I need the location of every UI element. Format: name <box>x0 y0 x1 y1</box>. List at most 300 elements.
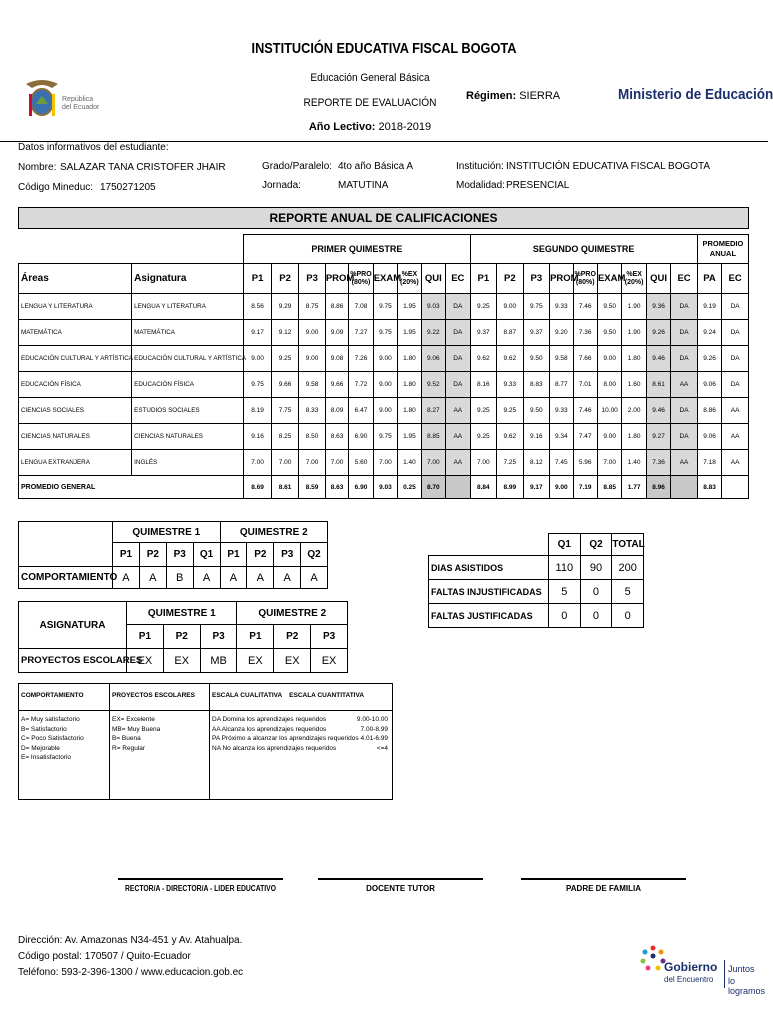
behavior-column-header: P1 <box>113 543 140 567</box>
grade-column-header: %PRO (80%) <box>349 264 373 294</box>
grade-cell: AA <box>722 398 749 424</box>
grade-cell: DA <box>671 320 698 346</box>
grade-cell: 1.60 <box>622 372 646 398</box>
grade-column-header: P2 <box>271 264 299 294</box>
mode-value: PRESENCIAL <box>506 180 570 191</box>
grade-cell: 9.37 <box>470 320 497 346</box>
attendance-header-row <box>429 534 644 556</box>
grade-cell: 9.75 <box>373 294 397 320</box>
grade-cell: 9.50 <box>597 294 621 320</box>
grade-cell: 9.24 <box>697 320 721 346</box>
attendance-column-header: Q2 <box>580 534 612 556</box>
total-cell <box>671 476 698 499</box>
grade-column-header: P1 <box>470 264 497 294</box>
grade-column-header: EC <box>446 264 471 294</box>
area-cell: CIENCIAS NATURALES <box>19 424 132 450</box>
year-value: 2018-2019 <box>378 121 432 133</box>
subject-cell: ESTUDIOS SOCIALES <box>132 398 244 424</box>
grade-cell: DA <box>671 398 698 424</box>
grade-cell: DA <box>722 320 749 346</box>
grade-column-header: %EX (20%) <box>622 264 646 294</box>
grade-cell: 9.00 <box>373 346 397 372</box>
grade-cell: 8.77 <box>550 372 573 398</box>
gobierno-burst-icon <box>640 944 666 984</box>
grade-cell: 9.58 <box>550 346 573 372</box>
total-cell: 8.61 <box>271 476 299 499</box>
grade-cell: 9.00 <box>497 294 524 320</box>
grade-column-header: P1 <box>244 264 272 294</box>
grade-cell: AA <box>722 450 749 476</box>
subject-cell: MATEMÁTICA <box>132 320 244 346</box>
signature-line-tutor <box>318 878 483 880</box>
grade-cell: 7.27 <box>349 320 373 346</box>
grade-cell: 9.66 <box>325 372 348 398</box>
area-cell: EDUCACIÓN CULTURAL Y ARTÍSTICA <box>19 346 132 372</box>
grade-cell: AA <box>446 424 471 450</box>
signature-label-rector: RECTOR/A - DIRECTOR/A - LIDER EDUCATIVO <box>124 884 276 893</box>
grade-row <box>19 372 749 398</box>
attendance-value: 0 <box>580 604 612 628</box>
grade-cell: 1.40 <box>622 450 646 476</box>
behavior-table <box>18 521 328 589</box>
areas-column-header: Áreas <box>19 264 132 294</box>
annual-header: PROMEDIO ANUAL <box>697 235 748 264</box>
legend-behavior-item: A= Muy satisfactorio <box>21 716 80 723</box>
behavior-q1-header: QUIMESTRE 1 <box>113 522 221 543</box>
grade-cell: 7.01 <box>573 372 597 398</box>
grade-cell: 7.00 <box>373 450 397 476</box>
grade-cell: AA <box>446 398 471 424</box>
grade-cell: 7.00 <box>421 450 445 476</box>
republic-line1: República <box>62 96 94 103</box>
grade-cell: 8.61 <box>646 372 670 398</box>
grade-row <box>19 346 749 372</box>
legend-scale-quantitative: 7.00-8.99 <box>360 725 388 733</box>
area-cell: LENGUA EXTRANJERA <box>19 450 132 476</box>
projects-column-header: P3 <box>200 625 237 649</box>
projects-value: EX <box>237 649 274 673</box>
grade-cell: 7.47 <box>573 424 597 450</box>
grade-cell: 7.46 <box>573 294 597 320</box>
legend-scale-qualitative: DA Domina los aprendizajes requeridos <box>212 716 327 723</box>
legend-projects-item: MB= Muy Buena <box>112 725 161 733</box>
total-cell: 9.17 <box>523 476 550 499</box>
grade-cell: 7.00 <box>470 450 497 476</box>
institution-value: INSTITUCIÓN EDUCATIVA FISCAL BOGOTA <box>506 161 711 172</box>
grade-cell: 9.03 <box>421 294 445 320</box>
grade-cell: 8.86 <box>697 398 721 424</box>
projects-header-row-1 <box>19 602 348 625</box>
behavior-column-header: Q2 <box>301 543 328 567</box>
grade-cell: DA <box>446 372 471 398</box>
grade-cell: 9.46 <box>646 398 670 424</box>
grade-cell: 7.72 <box>349 372 373 398</box>
grade-cell: 10.00 <box>597 398 621 424</box>
behavior-column-header: P2 <box>139 543 166 567</box>
total-cell: 8.59 <box>299 476 326 499</box>
grade-cell: 9.00 <box>373 372 397 398</box>
grade-cell: 9.06 <box>421 346 445 372</box>
name-label: Nombre: <box>18 162 57 173</box>
projects-q2-header: QUIMESTRE 2 <box>237 602 348 625</box>
grade-row <box>19 294 749 320</box>
grade-cell: 8.00 <box>597 372 621 398</box>
grade-cell: AA <box>671 450 698 476</box>
grade-cell: 9.75 <box>523 294 550 320</box>
projects-value: MB <box>200 649 237 673</box>
grade-row <box>19 398 749 424</box>
grade-cell: 9.62 <box>497 346 524 372</box>
grade-cell: 7.75 <box>271 398 299 424</box>
grade-column-header: PA <box>697 264 721 294</box>
legend-scale-item <box>212 715 390 725</box>
grade-cell: 9.33 <box>550 294 573 320</box>
behavior-value: A <box>274 567 301 589</box>
subject-cell: INGLÉS <box>132 450 244 476</box>
grade-column-header: EC <box>671 264 698 294</box>
grade-cell: 8.33 <box>299 398 326 424</box>
grade-cell: 9.33 <box>550 398 573 424</box>
subject-cell: CIENCIAS NATURALES <box>132 424 244 450</box>
total-cell: 8.83 <box>697 476 721 499</box>
program-label: Educación General Básica <box>310 72 430 84</box>
grade-cell: 8.85 <box>421 424 445 450</box>
legend-behavior-item: C= Poco Satisfactorio <box>21 735 84 742</box>
footer-postal: Código postal: 170507 / Quito-Ecuador <box>18 951 191 962</box>
grade-cell: 9.00 <box>299 346 326 372</box>
grade-cell: 6.47 <box>349 398 373 424</box>
signature-line-parent <box>521 878 686 880</box>
grades-header-row-1 <box>19 235 749 264</box>
year-label: Año Lectivo: <box>308 121 376 133</box>
grade-cell: 1.80 <box>398 346 421 372</box>
grade-column-header: QUI <box>421 264 445 294</box>
projects-subject-header: ASIGNATURA <box>19 602 127 649</box>
grade-cell: 1.90 <box>622 294 646 320</box>
grade-cell: 9.50 <box>523 346 550 372</box>
grade-cell: 9.00 <box>373 398 397 424</box>
grade-column-header: P2 <box>497 264 524 294</box>
grade-cell: 9.66 <box>271 372 299 398</box>
attendance-value: 5 <box>612 580 644 604</box>
attendance-value: 0 <box>612 604 644 628</box>
grade-cell: 9.20 <box>550 320 573 346</box>
legend-scale-quantitative: 9.00-10.00 <box>356 716 388 723</box>
grade-cell: 9.27 <box>646 424 670 450</box>
grade-cell: 7.00 <box>244 450 272 476</box>
behavior-column-header: P3 <box>166 543 193 567</box>
total-cell: 1.77 <box>622 476 646 499</box>
grade-cell: 7.00 <box>325 450 348 476</box>
grade-cell: 8.16 <box>470 372 497 398</box>
grade-cell: 9.09 <box>325 320 348 346</box>
grade-cell: 8.19 <box>244 398 272 424</box>
behavior-value: A <box>301 567 328 589</box>
grade-cell: 9.29 <box>271 294 299 320</box>
projects-value: EX <box>274 649 311 673</box>
student-info-heading: Datos informativos del estudiante: <box>18 142 169 153</box>
grade-cell: 1.80 <box>622 346 646 372</box>
legend-scale-item <box>212 744 390 754</box>
behavior-value: A <box>247 567 274 589</box>
grade-cell: 7.00 <box>271 450 299 476</box>
grade-row <box>19 320 749 346</box>
signature-label-tutor: DOCENTE TUTOR <box>366 884 435 893</box>
total-cell: 8.69 <box>244 476 272 499</box>
grades-table <box>18 234 749 499</box>
government-logo <box>640 944 766 996</box>
student-name: SALAZAR TANA CRISTOFER JHAIR <box>60 162 226 173</box>
legend-scale-item <box>212 734 390 744</box>
grade-cell: AA <box>446 450 471 476</box>
legend-scale-quantitative: 4.01-6.99 <box>360 735 388 742</box>
shift-value: MATUTINA <box>338 180 389 191</box>
grade-cell: 8.87 <box>497 320 524 346</box>
grade-column-header: EXAM <box>597 264 621 294</box>
grade-row <box>19 450 749 476</box>
grade-cell: DA <box>722 346 749 372</box>
grade-cell: AA <box>671 372 698 398</box>
grade-cell: DA <box>722 372 749 398</box>
signature-label-parent: PADRE DE FAMILIA <box>566 884 641 893</box>
ecuador-coat-of-arms <box>22 74 62 130</box>
grade-cell: 9.58 <box>299 372 326 398</box>
attendance-column-header: Q1 <box>549 534 581 556</box>
legend-projects-item: B= Buena <box>112 735 141 742</box>
grade-cell: 1.90 <box>622 320 646 346</box>
grade-cell: 7.36 <box>646 450 670 476</box>
total-cell: 9.00 <box>550 476 573 499</box>
grade-column-header: EC <box>722 264 749 294</box>
report-label: REPORTE DE EVALUACIÓN <box>303 97 437 109</box>
attendance-value: 110 <box>549 556 581 580</box>
grade-cell: 9.26 <box>697 346 721 372</box>
grade-label: Grado/Paralelo: <box>262 161 333 172</box>
grade-cell: 9.00 <box>244 346 272 372</box>
grade-cell: 9.00 <box>597 346 621 372</box>
grade-cell: 8.25 <box>271 424 299 450</box>
footer-phone: Teléfono: 593-2-396-1300 / www.educacion.gob.ec <box>18 967 244 978</box>
grade-cell: 8.56 <box>244 294 272 320</box>
attendance-label: DIAS ASISTIDOS <box>429 556 549 580</box>
behavior-column-header: P3 <box>274 543 301 567</box>
grade-cell: 9.62 <box>497 424 524 450</box>
total-cell: 8.99 <box>497 476 524 499</box>
subject-column-header: Asignatura <box>132 264 244 294</box>
republic-line2: del Ecuador <box>62 104 100 111</box>
legend-behavior-item: B= Satisfactorio <box>21 725 67 733</box>
grade-cell: 7.00 <box>597 450 621 476</box>
grade-cell: 7.18 <box>697 450 721 476</box>
grade-cell: 9.37 <box>523 320 550 346</box>
area-cell: EDUCACIÓN FÍSICA <box>19 372 132 398</box>
grade-cell: 9.50 <box>597 320 621 346</box>
grade-cell: 1.40 <box>398 450 421 476</box>
encuentro-text: del Encuentro <box>664 975 714 984</box>
grade-cell: 9.36 <box>646 294 670 320</box>
total-cell <box>722 476 749 499</box>
grades-blank-header <box>19 235 244 264</box>
motto-line1: Juntos <box>728 964 755 974</box>
grade-cell: 9.46 <box>646 346 670 372</box>
grade-cell: 9.06 <box>697 424 721 450</box>
attendance-value: 5 <box>549 580 581 604</box>
student-code: 1750271205 <box>100 182 156 193</box>
grade-cell: 9.62 <box>470 346 497 372</box>
grade-cell: 9.52 <box>421 372 445 398</box>
attendance-value: 0 <box>549 604 581 628</box>
attendance-column-header: TOTAL <box>612 534 644 556</box>
grade-cell: 8.63 <box>325 424 348 450</box>
institution-title: INSTITUCIÓN EDUCATIVA FISCAL BOGOTA <box>251 40 517 57</box>
total-cell: 0.25 <box>398 476 421 499</box>
grade-cell: 9.12 <box>271 320 299 346</box>
grade-column-header: %PRO (80%) <box>573 264 597 294</box>
grade-cell: 1.80 <box>398 398 421 424</box>
projects-column-header: P1 <box>237 625 274 649</box>
attendance-row <box>429 604 644 628</box>
legend-behavior-header: COMPORTAMIENTO <box>21 692 84 699</box>
info-divider <box>0 141 768 142</box>
gobierno-text: Gobierno <box>664 960 718 974</box>
grade-cell: DA <box>671 346 698 372</box>
behavior-column-header: P1 <box>220 543 247 567</box>
grade-cell: 9.22 <box>421 320 445 346</box>
regime-label: Régimen: <box>466 90 517 102</box>
total-cell: 9.03 <box>373 476 397 499</box>
behavior-header-row-1 <box>19 522 328 543</box>
grade-cell: 9.25 <box>271 346 299 372</box>
grade-column-header: P3 <box>299 264 326 294</box>
grade-cell: 9.25 <box>470 294 497 320</box>
projects-value: EX <box>311 649 348 673</box>
grade-cell: 8.83 <box>523 372 550 398</box>
ministry-logo-text: Ministerio de Educación <box>618 86 773 103</box>
projects-value: EX <box>163 649 200 673</box>
grade-cell: 7.00 <box>299 450 326 476</box>
grade-column-header: QUI <box>646 264 670 294</box>
projects-table <box>18 601 348 673</box>
grade-cell: 1.80 <box>622 424 646 450</box>
behavior-blank <box>19 522 113 567</box>
grade-cell: 9.75 <box>373 424 397 450</box>
legend-scale-quantitative: <=4 <box>376 744 388 752</box>
grade-cell: 5.60 <box>349 450 373 476</box>
institution-label: Institución: <box>456 161 504 172</box>
total-cell <box>446 476 471 499</box>
grade-column-header: P3 <box>523 264 550 294</box>
grade-cell: 1.95 <box>398 294 421 320</box>
grade-cell: 9.00 <box>597 424 621 450</box>
q1-header: PRIMER QUIMESTRE <box>244 235 470 264</box>
total-label: PROMEDIO GENERAL <box>19 476 244 499</box>
behavior-label: COMPORTAMIENTO <box>19 567 113 589</box>
legend-projects-header: PROYECTOS ESCOLARES <box>112 692 195 699</box>
attendance-value: 90 <box>580 556 612 580</box>
grade-cell: 9.75 <box>244 372 272 398</box>
area-cell: MATEMÁTICA <box>19 320 132 346</box>
legend-behavior-item: E= Insatisfactorio <box>21 754 72 761</box>
legend-scale-header: ESCALA CUALITATIVA ESCALA CUANTITATIVA <box>212 692 365 699</box>
behavior-value: A <box>193 567 220 589</box>
legend-scale-item <box>212 725 390 735</box>
grade-cell: 9.17 <box>244 320 272 346</box>
projects-column-header: P2 <box>274 625 311 649</box>
grade-cell: 8.27 <box>421 398 445 424</box>
behavior-value: A <box>220 567 247 589</box>
projects-label: PROYECTOS ESCOLARES <box>19 649 127 673</box>
grade-cell: 8.50 <box>299 424 326 450</box>
projects-column-header: P1 <box>127 625 164 649</box>
grade-cell: 7.26 <box>349 346 373 372</box>
grade-cell: 6.90 <box>349 424 373 450</box>
attendance-table <box>428 533 644 628</box>
grade-cell: 9.34 <box>550 424 573 450</box>
grade-cell: 8.09 <box>325 398 348 424</box>
grades-title: REPORTE ANUAL DE CALIFICACIONES <box>18 207 749 229</box>
grade-cell: DA <box>446 346 471 372</box>
legend-behavior-list <box>21 715 84 763</box>
legend-scale-qualitative: NA No alcanza los aprendizajes requeridos <box>212 744 337 752</box>
projects-q1-header: QUIMESTRE 1 <box>127 602 237 625</box>
motto-line2: lo logramos <box>728 976 766 996</box>
attendance-value: 0 <box>580 580 612 604</box>
grade-cell: DA <box>722 294 749 320</box>
total-cell: 8.84 <box>470 476 497 499</box>
projects-column-header: P3 <box>311 625 348 649</box>
grade-cell: 9.33 <box>497 372 524 398</box>
signature-line-rector <box>118 878 283 880</box>
attendance-row <box>429 580 644 604</box>
subject-cell: EDUCACIÓN CULTURAL Y ARTÍSTICA <box>132 346 244 372</box>
total-cell: 8.63 <box>325 476 348 499</box>
attendance-label: FALTAS JUSTIFICADAS <box>429 604 549 628</box>
grade-cell: DA <box>446 294 471 320</box>
grade-column-header: PROM <box>550 264 573 294</box>
grade-cell: 9.50 <box>523 398 550 424</box>
grade-cell: DA <box>671 294 698 320</box>
shift-label: Jornada: <box>262 180 301 191</box>
behavior-q2-header: QUIMESTRE 2 <box>220 522 328 543</box>
behavior-row <box>19 567 328 589</box>
grade-cell: AA <box>722 424 749 450</box>
footer-address: Dirección: Av. Amazonas N34-451 y Av. Atahualpa. <box>18 935 243 946</box>
grade-column-header: EXAM <box>373 264 397 294</box>
legend-projects-list <box>112 715 160 753</box>
mode-label: Modalidad: <box>456 180 505 191</box>
regime <box>466 90 560 102</box>
total-cell: 8.70 <box>421 476 445 499</box>
grade-cell: DA <box>446 320 471 346</box>
grade-column-header: %EX (20%) <box>398 264 421 294</box>
legend-scale-list <box>212 715 390 753</box>
grade-cell: 7.25 <box>497 450 524 476</box>
grade-cell: 1.80 <box>398 372 421 398</box>
total-cell: 8.96 <box>646 476 670 499</box>
grade-cell: 1.95 <box>398 320 421 346</box>
behavior-value: A <box>139 567 166 589</box>
grade-value: 4to año Básica A <box>338 161 414 172</box>
grade-cell: 9.26 <box>646 320 670 346</box>
grade-cell: 9.19 <box>697 294 721 320</box>
grade-cell: 8.12 <box>523 450 550 476</box>
legend-scale-qualitative: PA Próximo a alcanzar los aprendizajes requeridos <box>212 735 359 742</box>
grade-cell: 7.66 <box>573 346 597 372</box>
legend-projects-item: EX= Excelente <box>112 716 155 723</box>
grade-row <box>19 424 749 450</box>
total-cell: 6.90 <box>349 476 373 499</box>
grade-cell: 7.08 <box>349 294 373 320</box>
